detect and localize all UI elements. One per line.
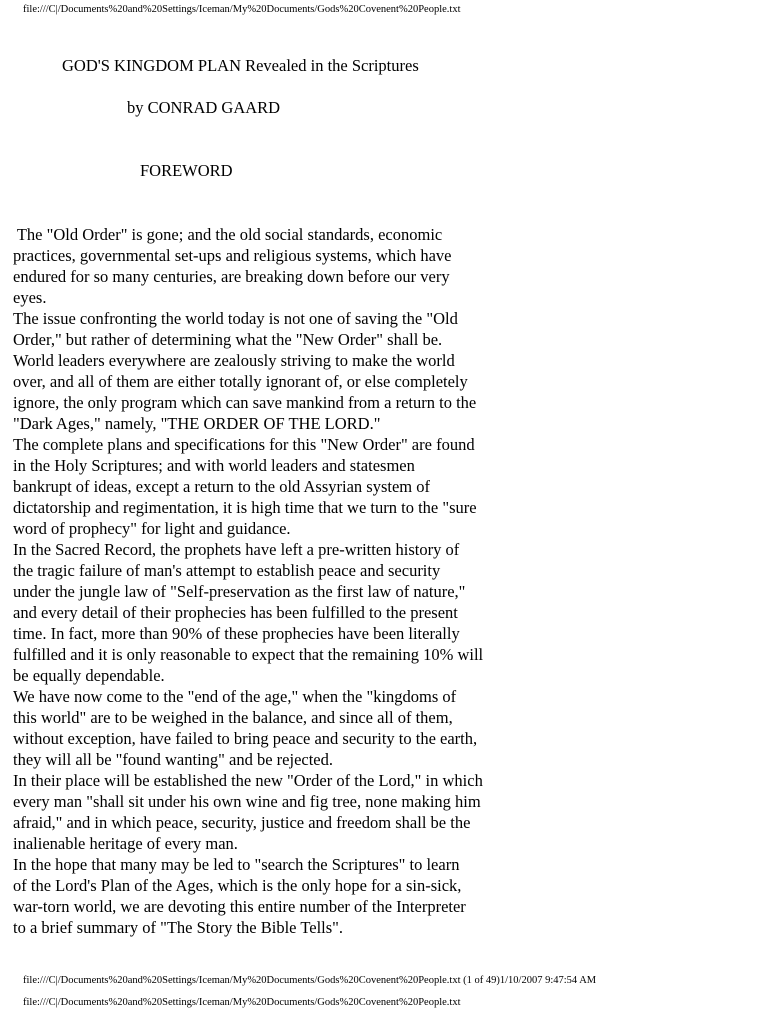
text-line: to a brief summary of "The Story the Bible Tells". xyxy=(13,918,344,937)
text-line: practices, governmental set-ups and religious systems, which have xyxy=(13,246,452,265)
text-line: war-torn world, we are devoting this entire number of the Interpreter xyxy=(13,897,466,916)
text-line: over, and all of them are either totally ignorant of, or else completely xyxy=(13,372,468,391)
text-line: under the jungle law of "Self-preservation as the first law of nature," xyxy=(13,582,466,601)
text-line: bankrupt of ideas, except a return to the old Assyrian system of xyxy=(13,477,430,496)
page-header-url: file:///C|/Documents%20and%20Settings/Iceman/My%20Documents/Gods%20Covenent%20People.txt xyxy=(23,4,461,15)
text-line: dictatorship and regimentation, it is high time that we turn to the "sure xyxy=(13,498,477,517)
text-line: In their place will be established the new "Order of the Lord," in which xyxy=(13,771,483,790)
text-line: Order," but rather of determining what the "New Order" shall be. xyxy=(13,330,443,349)
text-line: In the hope that many may be led to "search the Scriptures" to learn xyxy=(13,855,460,874)
text-line: be equally dependable. xyxy=(13,666,165,685)
text-line: World leaders everywhere are zealously striving to make the world xyxy=(13,351,455,370)
text-line: afraid," and in which peace, security, justice and freedom shall be the xyxy=(13,813,471,832)
text-line: ignore, the only program which can save mankind from a return to the xyxy=(13,393,477,412)
text-line: "Dark Ages," namely, "THE ORDER OF THE LORD." xyxy=(13,414,381,433)
text-line: eyes. xyxy=(13,288,47,307)
text-line: word of prophecy" for light and guidance. xyxy=(13,519,291,538)
text-line: of the Lord's Plan of the Ages, which is the only hope for a sin-sick, xyxy=(13,876,462,895)
text-line: The issue confronting the world today is not one of saving the "Old xyxy=(13,309,458,328)
text-line: this world" are to be weighed in the balance, and since all of them, xyxy=(13,708,453,727)
text-line: they will all be "found wanting" and be rejected. xyxy=(13,750,333,769)
section-heading: FOREWORD xyxy=(140,161,233,180)
text-line: In the Sacred Record, the prophets have left a pre-written history of xyxy=(13,540,460,559)
page-footer-url: file:///C|/Documents%20and%20Settings/Iceman/My%20Documents/Gods%20Covenent%20People.txt (1 of 49)1/10/2007 9:47:54 AM xyxy=(23,975,597,986)
text-line: without exception, have failed to bring peace and security to the earth, xyxy=(13,729,478,748)
text-line: The "Old Order" is gone; and the old social standards, economic xyxy=(13,225,443,244)
text-line: the tragic failure of man's attempt to establish peace and security xyxy=(13,561,441,580)
document-title: GOD'S KINGDOM PLAN Revealed in the Scriptures xyxy=(62,56,419,75)
text-line: in the Holy Scriptures; and with world leaders and statesmen xyxy=(13,456,415,475)
text-line: every man "shall sit under his own wine and fig tree, none making him xyxy=(13,792,481,811)
next-page-header-url: file:///C|/Documents%20and%20Settings/Iceman/My%20Documents/Gods%20Covenent%20People.txt xyxy=(23,997,461,1008)
text-line: and every detail of their prophecies has been fulfilled to the present xyxy=(13,603,458,622)
text-line: time. In fact, more than 90% of these prophecies have been literally xyxy=(13,624,460,643)
text-line: The complete plans and specifications for this "New Order" are found xyxy=(13,435,475,454)
text-line: fulfilled and it is only reasonable to expect that the remaining 10% will xyxy=(13,645,484,664)
author-byline: by CONRAD GAARD xyxy=(127,98,281,117)
text-line: We have now come to the "end of the age," when the "kingdoms of xyxy=(13,687,457,706)
text-line: inalienable heritage of every man. xyxy=(13,834,238,853)
foreword-body xyxy=(13,224,533,938)
text-line: endured for so many centuries, are breaking down before our very xyxy=(13,267,450,286)
